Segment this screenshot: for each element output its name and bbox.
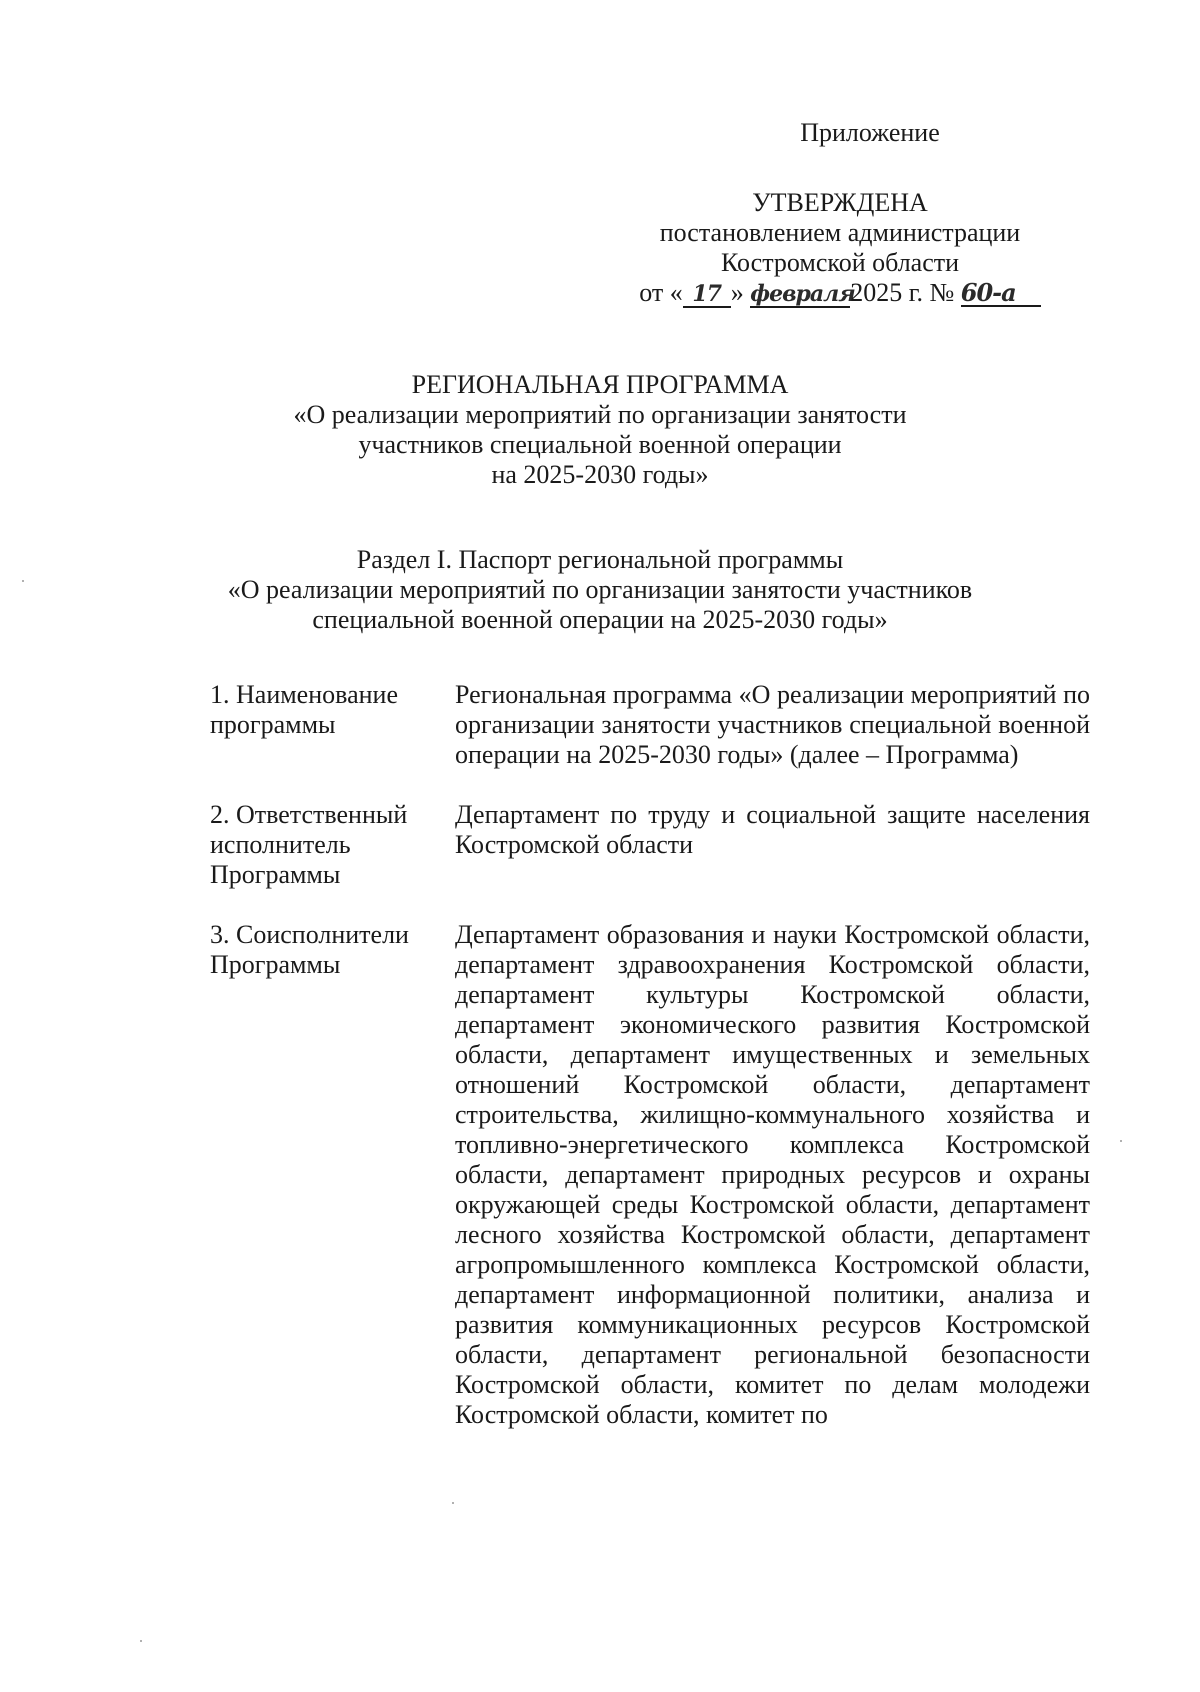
scan-speck [140,1640,142,1642]
handwritten-number: 60-а [961,281,1041,307]
date-mid: » [730,278,744,307]
passport-row-name [210,680,1090,770]
scan-speck [1120,1140,1122,1142]
title-line: на 2025-2030 годы» [491,460,709,489]
section-heading [0,545,1200,635]
row-value: Департамент образования и науки Костромской области, департамент здравоохранения Костромской области, департамент культуры Костромской области, департамент экономического развития Костромской области, департамент имущественных и земельных отношений Костромской области, департамент строительства, жилищно-коммунального хозяйства и топливно-энергетического комплекса Костромской области, департамент природных ресурсов и охраны окружающей среды Костромской области, департамент лесного хозяйства Костромской области, департамент агропромышленного комплекса Костромской области, департамент информационной политики, анализа и развития коммуникационных ресурсов Костромской области, департамент региональной безопасности Костромской области, комитет по делам молодежи Костромской области, комитет по [455,920,1090,1429]
handwritten-day: 17 [683,282,731,308]
approved-label: УТВЕРЖДЕНА [752,188,928,217]
title-line: РЕГИОНАЛЬНАЯ ПРОГРАММА [411,370,789,399]
passport-row-coexecutors [210,920,1090,1430]
row-value: Департамент по труду и социальной защите населения Костромской области [455,800,1090,859]
row-label: 2. Ответственный исполнитель Программы [210,800,408,889]
approval-block [620,118,1060,308]
handwritten-month: февраля [750,281,855,307]
section-line: специальной военной операции на 2025-2030 годы» [312,605,888,634]
section-line: «О реализации мероприятий по организации занятости участников [227,575,973,604]
passport-table [210,680,1090,1460]
year-text: 2025 г. № [850,278,955,307]
title-line: «О реализации мероприятий по организации занятости [293,400,907,429]
row-label: 3. Соисполнители Программы [210,920,409,979]
title-line: участников специальной военной операции [358,430,842,459]
approved-by-line1: постановлением администрации [659,218,1021,247]
date-prefix: от « [639,278,683,307]
approved-by-line2: Костромской области [720,248,960,277]
approval-date-line [620,278,1060,308]
program-title [0,370,1200,490]
section-line: Раздел I. Паспорт региональной программы [356,545,844,574]
scan-speck [22,580,24,582]
passport-row-executor [210,800,1090,890]
scan-speck [452,1502,454,1504]
row-label: 1. Наименование программы [210,680,398,739]
row-value: Региональная программа «О реализации мероприятий по организации занятости участников специальной военной операции на 2025-2030 годы» (далее – Программа) [455,680,1090,769]
appendix-label: Приложение [800,118,940,147]
